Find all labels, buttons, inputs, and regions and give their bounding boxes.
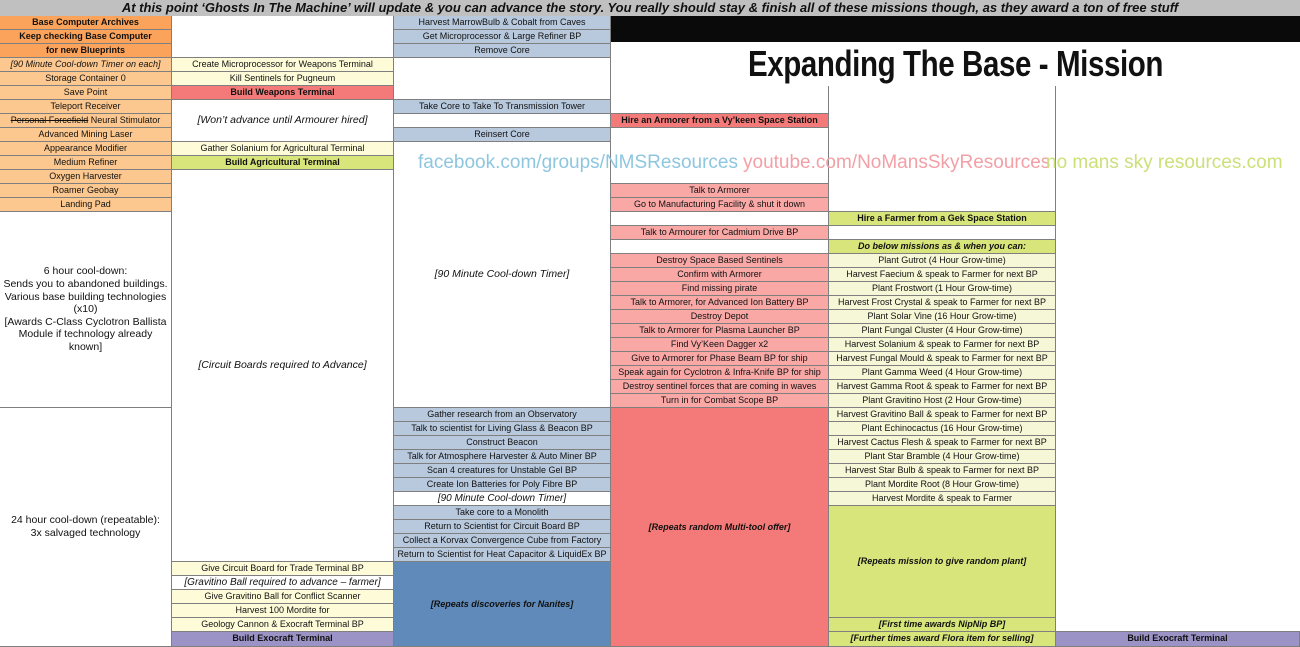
- top-banner: At this point ‘Ghosts In The Machine’ will update & you can advance the story. You really should stay & finish all of these missions though, as they award a ton of free stuff: [0, 0, 1300, 16]
- wont-advance-note: [Won’t advance until Armourer hired]: [172, 100, 394, 142]
- list-item[interactable]: Harvest Solanium & speak to Farmer for next BP: [829, 338, 1056, 352]
- list-item[interactable]: Plant Gutrot (4 Hour Grow-time): [829, 254, 1056, 268]
- cooldown-line: Module if technology already: [18, 328, 153, 341]
- list-item[interactable]: Plant Fungal Cluster (4 Hour Grow-time): [829, 324, 1056, 338]
- list-item[interactable]: Give Circuit Board for Trade Terminal BP: [172, 562, 394, 576]
- repeats-multitool-note: [Repeats random Multi-tool offer]: [611, 408, 829, 647]
- list-item[interactable]: Plant Gravitino Host (2 Hour Grow-time): [829, 394, 1056, 408]
- gravitino-note: [Gravitino Ball required to advance – farmer]: [172, 576, 394, 590]
- list-item[interactable]: Harvest Faecium & speak to Farmer for next BP: [829, 268, 1056, 282]
- cooldown-line: [Awards C-Class Cyclotron Ballista: [4, 315, 167, 328]
- list-item[interactable]: Plant Echinocactus (16 Hour Grow-time): [829, 422, 1056, 436]
- blank-cell: [611, 240, 829, 254]
- list-item[interactable]: Collect a Korvax Convergence Cube from Factory: [394, 534, 611, 548]
- list-item[interactable]: Teleport Receiver: [0, 100, 172, 114]
- build-weapons-terminal[interactable]: Build Weapons Terminal: [172, 86, 394, 100]
- list-item[interactable]: Reinsert Core: [394, 128, 611, 142]
- list-item[interactable]: Harvest Gravitino Ball & speak to Farmer for next BP: [829, 408, 1056, 422]
- list-item[interactable]: Kill Sentinels for Pugneum: [172, 72, 394, 86]
- list-item[interactable]: Harvest Mordite & speak to Farmer: [829, 492, 1056, 506]
- list-item[interactable]: Harvest Star Bulb & speak to Farmer for next BP: [829, 464, 1056, 478]
- list-item[interactable]: Harvest Cactus Flesh & speak to Farmer for next BP: [829, 436, 1056, 450]
- facebook-link[interactable]: facebook.com/groups/NMSResources: [418, 152, 738, 173]
- further-times-note: [Further times award Flora item for selling]: [829, 632, 1056, 647]
- do-below-note: Do below missions as & when you can:: [829, 240, 1056, 254]
- build-exocraft-terminal[interactable]: Build Exocraft Terminal: [172, 632, 394, 647]
- list-item[interactable]: Plant Frostwort (1 Hour Grow-time): [829, 282, 1056, 296]
- hire-farmer[interactable]: Hire a Farmer from a Gek Space Station: [829, 212, 1056, 226]
- list-item[interactable]: Give Gravitino Ball for Conflict Scanner: [172, 590, 394, 604]
- list-item[interactable]: Landing Pad: [0, 198, 172, 212]
- list-item[interactable]: Create Ion Batteries for Poly Fibre BP: [394, 478, 611, 492]
- page-title: Expanding The Base - Mission: [748, 43, 1163, 84]
- list-item[interactable]: Construct Beacon: [394, 436, 611, 450]
- cooldown-line: (x10): [73, 303, 98, 316]
- list-item[interactable]: Take Core to Take To Transmission Tower: [394, 100, 611, 114]
- list-item[interactable]: Destroy Depot: [611, 310, 829, 324]
- first-time-note: [First time awards NipNip BP]: [829, 618, 1056, 632]
- list-item[interactable]: Create Microprocessor for Weapons Terminal: [172, 58, 394, 72]
- cooldown-line: 6 hour cool-down:: [43, 265, 128, 278]
- repeats-nanites-note: [Repeats discoveries for Nanites]: [394, 562, 611, 647]
- list-item[interactable]: Destroy sentinel forces that are coming in waves: [611, 380, 829, 394]
- website-link[interactable]: no mans sky resources.com: [1046, 152, 1283, 173]
- circuit-boards-note: [Circuit Boards required to Advance]: [172, 170, 394, 562]
- strike-item: Personal Forcefield: [10, 115, 89, 125]
- list-item[interactable]: Plant Mordite Root (8 Hour Grow-time): [829, 478, 1056, 492]
- column-base-computer: [0, 16, 172, 647]
- list-item[interactable]: Harvest Gamma Root & speak to Farmer for next BP: [829, 380, 1056, 394]
- list-item[interactable]: Save Point: [0, 86, 172, 100]
- list-item[interactable]: Talk for Atmosphere Harvester & Auto Miner BP: [394, 450, 611, 464]
- list-item[interactable]: Remove Core: [394, 44, 611, 58]
- blank-cell: [829, 86, 1056, 212]
- column-scientist: [394, 16, 611, 647]
- list-item[interactable]: Take core to a Monolith: [394, 506, 611, 520]
- cooldown-6-hour: [0, 212, 172, 408]
- column-armorer: [611, 16, 829, 647]
- list-item[interactable]: Talk to Armorer for Plasma Launcher BP: [611, 324, 829, 338]
- list-item[interactable]: Plant Gamma Weed (4 Hour Grow-time): [829, 366, 1056, 380]
- list-item[interactable]: Gather research from an Observatory: [394, 408, 611, 422]
- column-terminals: [172, 16, 394, 647]
- list-item[interactable]: Talk to Armorer: [611, 184, 829, 198]
- column-exocraft: [1056, 16, 1300, 647]
- list-item[interactable]: Turn in for Combat Scope BP: [611, 394, 829, 408]
- list-item[interactable]: Speak again for Cyclotron & Infra-Knife BP for ship: [611, 366, 829, 380]
- cooldown-line: Various base building technologies: [4, 290, 167, 303]
- list-item[interactable]: [0, 114, 172, 128]
- list-item[interactable]: Talk to Armourer for Cadmium Drive BP: [611, 226, 829, 240]
- list-item[interactable]: Find missing pirate: [611, 282, 829, 296]
- blank-cell: [611, 86, 829, 114]
- list-item[interactable]: Harvest Frost Crystal & speak to Farmer for next BP: [829, 296, 1056, 310]
- youtube-link[interactable]: youtube.com/NoMansSkyResources: [743, 152, 1051, 173]
- list-item-label: Neural Stimulator: [90, 115, 161, 125]
- list-item[interactable]: Harvest 100 Mordite for: [172, 604, 394, 618]
- list-item[interactable]: Advanced Mining Laser: [0, 128, 172, 142]
- keep-checking-note: Keep checking Base Computer: [0, 30, 172, 44]
- new-blueprints-note: for new Blueprints: [0, 44, 172, 58]
- base-computer-archives[interactable]: Base Computer Archives: [0, 16, 172, 30]
- list-item[interactable]: Destroy Space Based Sentinels: [611, 254, 829, 268]
- blank-cell: [611, 212, 829, 226]
- list-item[interactable]: Confirm with Armorer: [611, 268, 829, 282]
- cooldown-24-hour: [0, 408, 172, 647]
- list-item[interactable]: Geology Cannon & Exocraft Terminal BP: [172, 618, 394, 632]
- list-item[interactable]: Return to Scientist for Circuit Board BP: [394, 520, 611, 534]
- list-item[interactable]: Talk to scientist for Living Glass & Beacon BP: [394, 422, 611, 436]
- list-item[interactable]: Find Vy’Keen Dagger x2: [611, 338, 829, 352]
- list-item[interactable]: Plant Star Bramble (4 Hour Grow-time): [829, 450, 1056, 464]
- list-item[interactable]: Give to Armorer for Phase Beam BP for ship: [611, 352, 829, 366]
- list-item[interactable]: Scan 4 creatures for Unstable Gel BP: [394, 464, 611, 478]
- blank-cell: [394, 114, 611, 128]
- build-exocraft-terminal-2[interactable]: Build Exocraft Terminal: [1056, 632, 1300, 647]
- list-item[interactable]: Go to Manufacturing Facility & shut it down: [611, 198, 829, 212]
- list-item[interactable]: Harvest MarrowBulb & Cobalt from Caves: [394, 16, 611, 30]
- cooldown-line: 3x salvaged technology: [30, 527, 141, 539]
- timer-note-2: [90 Minute Cool-down Timer]: [394, 492, 611, 506]
- repeats-plant-note: [Repeats mission to give random plant]: [829, 506, 1056, 618]
- list-item[interactable]: Plant Solar Vine (16 Hour Grow-time): [829, 310, 1056, 324]
- list-item[interactable]: Roamer Geobay: [0, 184, 172, 198]
- timer-note: [90 Minute Cool-down Timer]: [394, 142, 611, 408]
- cooldown-line: Sends you to abandoned buildings.: [3, 278, 168, 291]
- blank-cell: [172, 16, 394, 58]
- blank-cell: [829, 226, 1056, 240]
- list-item[interactable]: Get Microprocessor & Large Refiner BP: [394, 30, 611, 44]
- cooldown-line: 24 hour cool-down (repeatable):: [11, 514, 160, 527]
- list-item[interactable]: Talk to Armorer, for Advanced Ion Battery BP: [611, 296, 829, 310]
- list-item[interactable]: Oxygen Harvester: [0, 170, 172, 184]
- cooldown-line: known]: [68, 340, 103, 353]
- list-item[interactable]: Gather Solanium for Agricultural Terminal: [172, 142, 394, 156]
- hire-armorer[interactable]: Hire an Armorer from a Vy’keen Space Station: [611, 114, 829, 128]
- list-item[interactable]: Medium Refiner: [0, 156, 172, 170]
- blank-cell: [394, 58, 611, 100]
- list-item[interactable]: Appearance Modifier: [0, 142, 172, 156]
- list-item[interactable]: Storage Container 0: [0, 72, 172, 86]
- column-farmer: [829, 16, 1056, 647]
- list-item[interactable]: Harvest Fungal Mould & speak to Farmer for next BP: [829, 352, 1056, 366]
- timer-note: [90 Minute Cool-down Timer on each]: [0, 58, 172, 72]
- list-item[interactable]: Return to Scientist for Heat Capacitor & LiquidEx BP: [394, 548, 611, 562]
- build-agricultural-terminal[interactable]: Build Agricultural Terminal: [172, 156, 394, 170]
